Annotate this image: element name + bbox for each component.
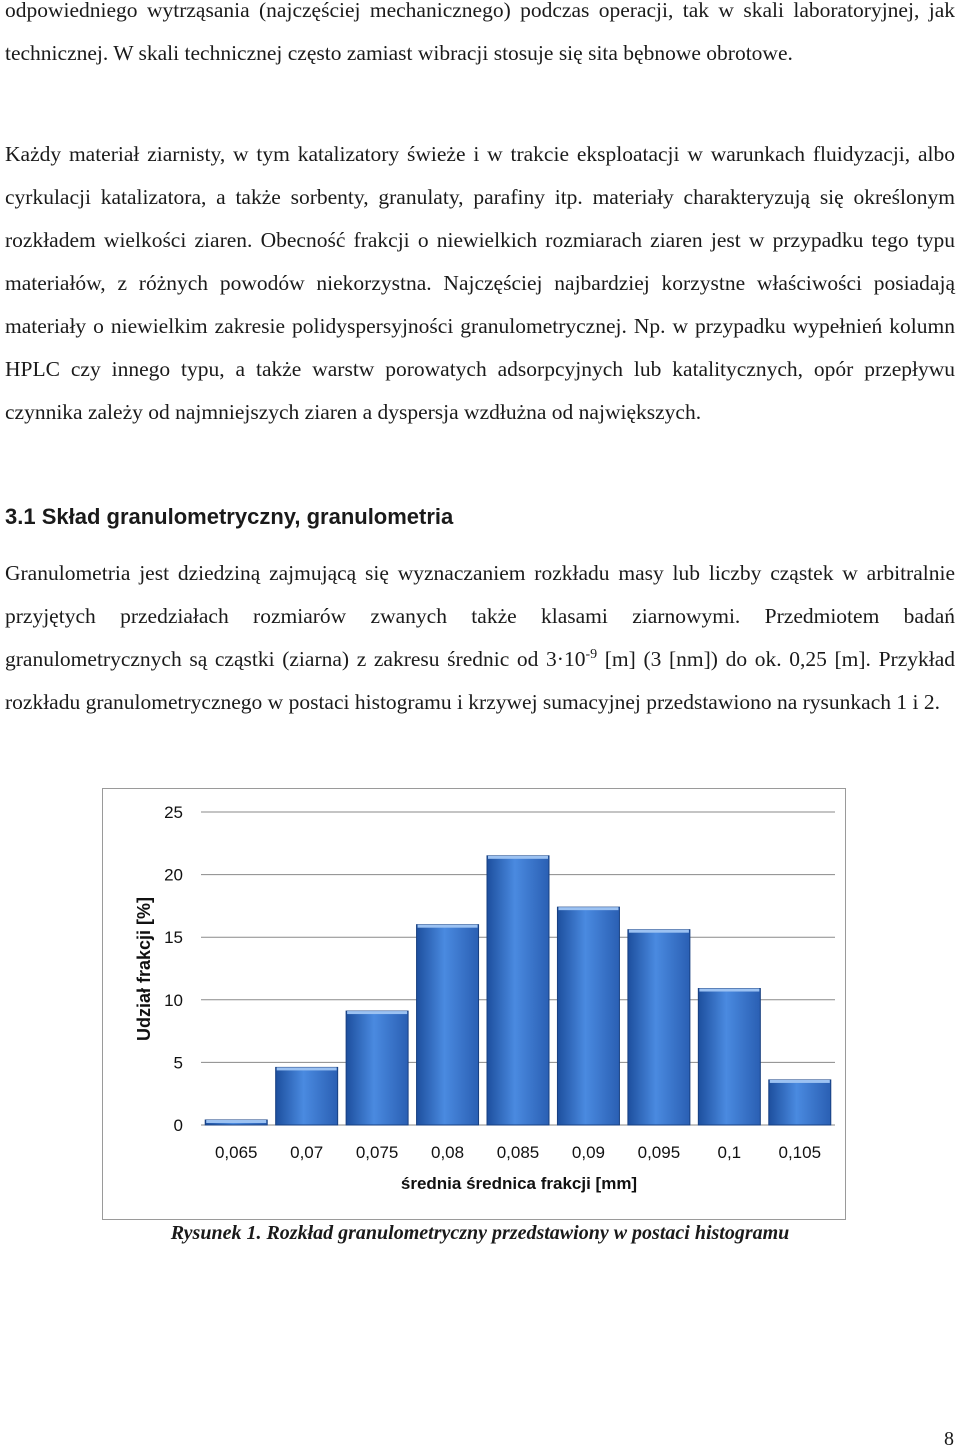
paragraph-3: [5, 552, 955, 724]
x-tick-label: 0,07: [290, 1143, 324, 1162]
x-tick-label: 0,09: [571, 1143, 605, 1162]
histogram-chart: [102, 788, 846, 1220]
bar: [769, 1080, 831, 1125]
page-number: 8: [944, 1428, 954, 1450]
y-tick-label: 0: [173, 1116, 183, 1135]
paragraph-3-text-a: Granulometria jest dziedziną zajmującą się wyznaczaniem rozkładu masy lub liczby cząstek w arbitralnie przyjętych przedziałach rozmiarów zwanych także klasami ziarnowymi. Przedmiotem badań granulometrycznych są cząstki (ziarna) z zakresu średnic od 3·10: [5, 561, 955, 671]
y-axis-label: Udział frakcji [%]: [134, 896, 154, 1042]
paragraph-1: odpowiedniego wytrząsania (najczęściej mechanicznego) podczas operacji, tak w skali laboratoryjnej, jak technicznej. W skali technicznej często zamiast wibracji stosuje się sita bębnowe obrotowe.: [5, 0, 955, 65]
bar-highlight: [418, 925, 478, 928]
exponent: -9: [585, 646, 598, 662]
bar-highlight: [347, 1011, 407, 1014]
x-axis-label: średnia średnica frakcji [mm]: [400, 1174, 638, 1193]
x-tick-labels: [215, 1143, 821, 1162]
bar: [628, 930, 690, 1125]
y-tick-label: 20: [164, 865, 183, 885]
y-tick-label: 25: [164, 803, 183, 822]
x-tick-label: 0,095: [637, 1143, 681, 1162]
section-heading: 3.1 Skład granulometryczny, granulometria: [5, 504, 454, 529]
bar: [346, 1011, 408, 1125]
y-tick-label: 15: [164, 928, 183, 948]
y-tick-labels: [164, 803, 183, 1135]
bars: [205, 856, 831, 1125]
bar-highlight: [770, 1080, 830, 1083]
paragraph-3-text-b: [m] (3 [nm]) do ok. 0,25 [m]. Przykład rozkładu granulometrycznego w postaci histogramu i krzywej sumacyjnej przedstawiono na rysunkach 1 i 2.: [5, 647, 955, 714]
histogram-svg: [103, 789, 847, 1221]
figure-caption: Rysunek 1. Rozkład granulometryczny przedstawiony w postaci histogramu: [170, 1222, 790, 1244]
bar-highlight: [488, 856, 548, 859]
x-tick-label: 0,085: [496, 1143, 540, 1162]
bar-highlight: [699, 989, 759, 992]
x-tick-label: 0,075: [355, 1143, 399, 1162]
bar-highlight: [629, 930, 689, 933]
bar: [487, 856, 549, 1125]
bar-highlight: [558, 907, 618, 910]
y-tick-label: 10: [164, 990, 183, 1010]
x-tick-label: 0,065: [214, 1143, 258, 1162]
bar: [276, 1067, 338, 1125]
bar: [417, 925, 479, 1125]
bar-highlight: [206, 1120, 266, 1123]
bar-highlight: [277, 1067, 337, 1070]
bar: [698, 989, 760, 1125]
bar: [557, 907, 619, 1125]
y-tick-label: 5: [173, 1053, 183, 1073]
x-tick-label: 0,1: [717, 1143, 742, 1162]
x-tick-label: 0,105: [778, 1143, 822, 1162]
x-tick-label: 0,08: [431, 1143, 465, 1162]
paragraph-2: Każdy materiał ziarnisty, w tym katalizatory świeże i w trakcie eksploatacji w warunkach fluidyzacji, albo cyrkulacji katalizatora, a także sorbenty, granulaty, parafiny itp. materiały charakteryzują się określonym rozkładem wielkości ziaren. Obecność frakcji o niewielkich rozmiarach ziaren jest w przypadku tego typu materiałów, z różnych powodów niekorzystna. Najczęściej najbardziej korzystne właściwości posiadają materiały o niewielkim zakresie polidyspersyjności granulometrycznej. Np. w przypadku wypełnień kolumn HPLC czy innego typu, a także warstw porowatych adsorpcyjnych lub katalitycznych, opór przepływu czynnika zależy od najmniejszych ziaren a dyspersja wzdłużna od największych.: [5, 142, 955, 424]
